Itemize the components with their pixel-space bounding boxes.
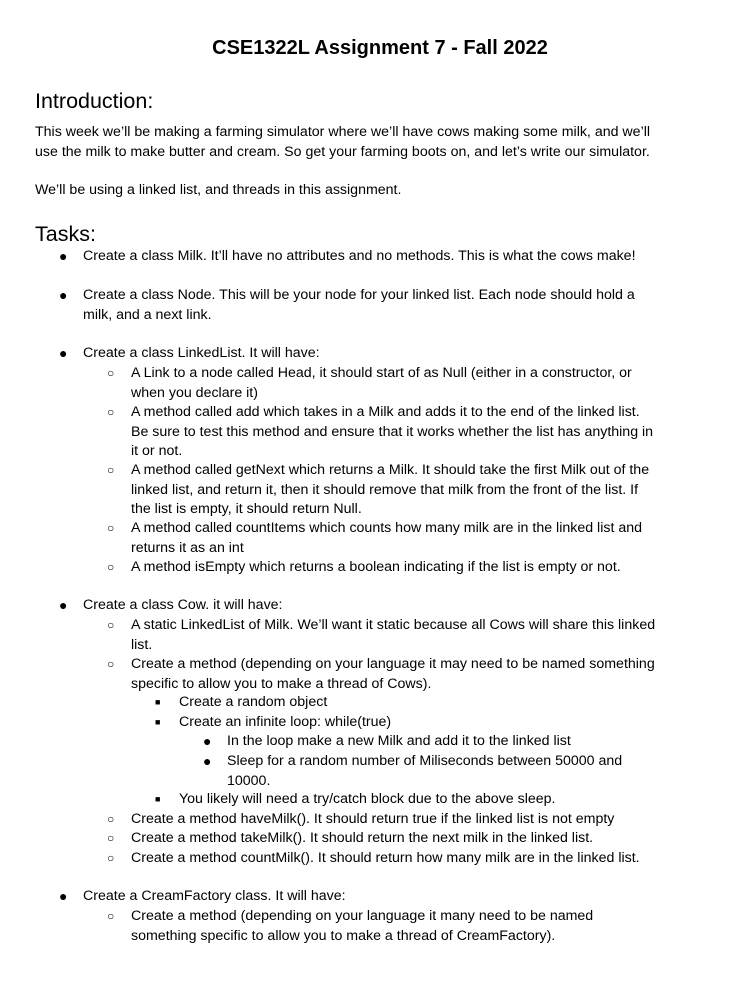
text-line: Create a method takeMilk(). It should return the next milk in the linked list. [131,830,594,846]
task-creamfactory [59,887,346,907]
bullet-icon: ○ [107,405,115,419]
text-line: Create a method haveMilk(). It should return true if the linked list is not empty [131,811,615,827]
cow-takemilk-item [107,829,594,849]
tasks-heading: Tasks: [35,222,96,246]
task-milk [59,247,636,267]
text-line: when you declare it) [131,384,258,401]
text-line: Be sure to test this method and ensure that it works whether the list has anything in [131,423,654,440]
text-line: A method called countItems which counts how many milk are in the linked list and [131,520,643,536]
text-line: Create a random object [179,694,328,710]
cow-countmilk-item [107,849,640,869]
text-line: the list is empty, it should return Null. [131,501,362,517]
linkedlist-countitems-item [107,519,643,558]
text-line: Create a method (depending on your language it many need to be named [131,908,594,924]
text-line: This week we’ll be making a farming simulator where we’ll have cows making some milk, and we’ll [35,124,651,140]
linkedlist-head-item [107,364,632,403]
text-line: Create a class LinkedList. It will have: [83,345,320,361]
bullet-icon: ● [203,733,212,749]
text-line: A method called getNext which returns a Milk. It should take the first Milk out of the [131,462,650,478]
text-line: milk, and a next link. [83,306,212,323]
bullet-icon: ● [59,345,68,361]
cow-havemilk-item [107,810,615,830]
text-line: linked list, and return it, then it should remove that milk from the front of the list. If [131,481,639,498]
text-line: Create a class Node. This will be your node for your linked list. Each node should hold a [83,287,635,303]
bullet-icon: ○ [107,812,115,826]
creamfactory-thread-method-item [107,907,594,946]
cow-loop-sleep-item [203,752,623,791]
text-line: Create a class Cow. it will have: [83,597,283,613]
text-line: A method isEmpty which returns a boolean indicating if the list is empty or not. [131,559,621,575]
bullet-icon: ○ [107,657,115,671]
linkedlist-add-item [107,403,654,462]
text-line: it or not. [131,443,183,459]
bullet-icon: ● [59,888,68,904]
text-line: Create a method countMilk(). It should return how many milk are in the linked list. [131,850,640,866]
text-line: specific to allow you to make a thread of Cows). [131,675,432,692]
bullet-icon: ○ [107,831,115,845]
text-line: A method called add which takes in a Milk and adds it to the end of the linked list. [131,404,640,420]
text-line: use the milk to make butter and cream. So get your farming boots on, and let’s write our simulator. [35,144,650,160]
bullet-icon: ○ [107,909,115,923]
bullet-icon: ● [59,287,68,303]
text-line: 10000. [227,772,271,789]
introduction-heading: Introduction: [35,89,154,113]
cow-loop-add-item [203,732,571,752]
intro-paragraph-1 [35,122,715,162]
text-line: list. [131,636,153,653]
text-line: Create a CreamFactory class. It will have: [83,888,346,904]
bullet-icon: ■ [155,697,161,707]
task-linkedlist [59,344,320,364]
bullet-icon: ○ [107,521,115,535]
bullet-icon: ■ [155,794,161,804]
text-line: You likely will need a try/catch block due to the above sleep. [179,791,556,807]
bullet-icon: ○ [107,366,115,380]
cow-random-object-item [155,693,328,713]
text-line: A static LinkedList of Milk. We’ll want it static because all Cows will share this linked [131,617,656,633]
text-line: Create an infinite loop: while(true) [179,714,392,730]
text-line: something specific to allow you to make a thread of CreamFactory). [131,927,556,944]
linkedlist-getnext-item [107,461,650,520]
cow-thread-method-item [107,655,655,694]
text-line: A Link to a node called Head, it should start of as Null (either in a constructor, or [131,365,632,381]
cow-static-list-item [107,616,656,655]
text-line: returns it as an int [131,539,244,556]
text-line: Sleep for a random number of Miliseconds between 50000 and [227,753,623,769]
bullet-icon: ● [203,753,212,769]
cow-infinite-loop-item [155,713,392,733]
text-line: Create a class Milk. It’ll have no attributes and no methods. This is what the cows make! [83,248,636,264]
bullet-icon: ● [59,597,68,613]
bullet-icon: ■ [155,717,161,727]
linkedlist-isempty-item [107,558,621,578]
text-line: Create a method (depending on your language it may need to be named something [131,656,655,672]
task-node [59,286,635,325]
bullet-icon: ○ [107,851,115,865]
task-cow [59,596,283,616]
bullet-icon: ○ [107,560,115,574]
bullet-icon: ○ [107,618,115,632]
bullet-icon: ● [59,248,68,264]
document-title: CSE1322L Assignment 7 - Fall 2022 [212,37,548,59]
text-line: In the loop make a new Milk and add it to the linked list [227,733,571,749]
intro-paragraph-2: We’ll be using a linked list, and threads in this assignment. [35,182,402,198]
cow-try-catch-item [155,790,556,810]
bullet-icon: ○ [107,463,115,477]
